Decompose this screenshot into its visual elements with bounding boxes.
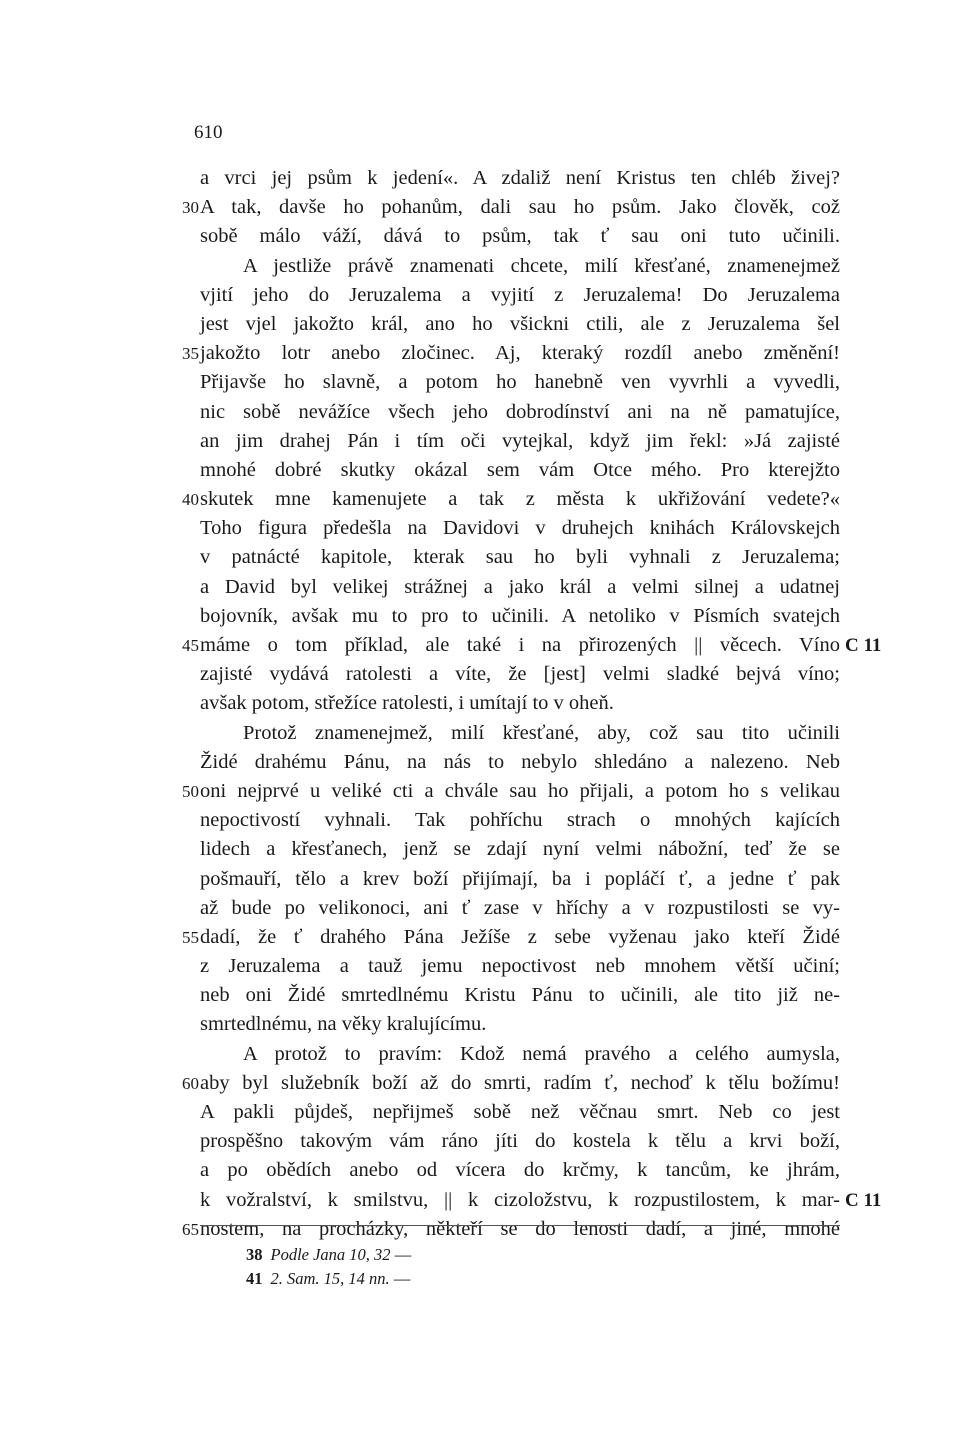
text-line	[0, 485, 960, 514]
line-text: A jestliže právě znamenati chcete, milí křesťané, znamenejmež	[243, 254, 840, 277]
line-text: a po obědích anebo od vícera do krčmy, k tancům, ke jhrám,	[200, 1159, 840, 1182]
text-line	[0, 1098, 960, 1127]
text-line	[0, 573, 960, 602]
line-text: až bude po velikonoci, ani ť zase v hříchy a v rozpustilosti se vy-	[200, 896, 840, 919]
line-text: a vrci jej psům k jedení«. A zdaliž není Kristus ten chléb živej?	[200, 167, 840, 189]
text-line	[0, 777, 960, 806]
text-line	[0, 1186, 960, 1215]
footnote-line-number: 41	[246, 1269, 263, 1288]
line-text: prospěšno takovým vám ráno jíti do kostela k tělu a krvi boží,	[200, 1130, 840, 1153]
text-line	[0, 427, 960, 456]
text-line	[0, 193, 960, 222]
text-line	[0, 981, 960, 1010]
line-text: A pakli půjdeš, nepřijmeš sobě než věčnau smrt. Neb co jest	[200, 1101, 840, 1123]
line-text: nostem, na procházky, někteří se do lenosti dadí, a jiné, mnohé	[200, 1217, 840, 1240]
line-text: Přijavše ho slavně, a potom ho hanebně ven vyvrhli a vyvedli,	[200, 371, 840, 394]
line-number: 40	[182, 490, 199, 510]
page-number: 610	[194, 122, 223, 143]
text-line	[0, 543, 960, 572]
text-line	[0, 252, 960, 281]
line-number: 60	[182, 1073, 199, 1093]
line-text: nic sobě nevážíce všech jeho dobrodínství ani na ně pamatujíce,	[200, 400, 840, 423]
line-text: k vožralství, k smilstvu, || k cizoložstvu, k rozpustilostem, k mar-	[200, 1188, 840, 1211]
footnote	[246, 1267, 411, 1291]
line-number: 30	[182, 198, 199, 218]
footnote	[246, 1243, 411, 1267]
line-text: A protož to pravím: Kdož nemá pravého a celého aumysla,	[243, 1042, 840, 1065]
line-number: 50	[182, 781, 199, 801]
text-line	[0, 339, 960, 368]
footnotes	[246, 1243, 411, 1291]
line-text: skutek mne kamenujete a tak z města k ukřižování vedete?«	[200, 488, 840, 511]
text-line	[0, 923, 960, 952]
text-line	[0, 1010, 960, 1039]
line-text: a David byl velikej strážnej a jako král a velmi silnej a udatnej	[200, 575, 840, 598]
text-line	[0, 514, 960, 543]
text-line	[0, 281, 960, 310]
margin-folio-mark: C 11	[845, 635, 882, 656]
line-text: smrtedlnému, na věky kralujícímu.	[200, 1013, 487, 1036]
line-text: jest vjel jakožto král, ano ho všickni ctili, ale z Jeruzalema šel	[200, 312, 840, 335]
text-line	[0, 719, 960, 748]
line-text: z Jeruzalema a tauž jemu nepoctivost neb mnohem větší učiní;	[200, 955, 840, 978]
line-number: 55	[182, 927, 199, 947]
line-text: Toho figura předešla na Davidovi v druhejch knihách Královskejch	[200, 517, 840, 540]
text-line	[0, 894, 960, 923]
footnote-dash: —	[394, 1245, 412, 1264]
text-line	[0, 660, 960, 689]
line-text: v patnácté kapitole, kterak sau ho byli vyhnali z Jeruzalema;	[200, 546, 840, 569]
text-line	[0, 1040, 960, 1069]
text-line	[0, 456, 960, 485]
line-text: mnohé dobré skutky okázal sem vám Otce mého. Pro kterejžto	[200, 458, 840, 481]
text-line	[0, 1215, 960, 1244]
footnote-reference: 2. Sam. 15, 14 nn.	[270, 1269, 390, 1288]
text-line	[0, 689, 960, 718]
line-text: neb oni Židé smrtedlnému Kristu Pánu to učinili, ale tito již ne-	[200, 984, 840, 1007]
text-line	[0, 952, 960, 981]
line-text: sobě málo váží, dává to psům, tak ť sau oni tuto učinili.	[200, 225, 840, 248]
line-text: pošmauří, tělo a krev boží přijímají, ba i popláčí ť, a jedne ť pak	[200, 867, 840, 890]
text-line	[0, 631, 960, 660]
text-line	[0, 865, 960, 894]
line-text: Židé drahému Pánu, na nás to nebylo shledáno a nalezeno. Neb	[200, 750, 840, 773]
line-text: lidech a křesťanech, jenž se zdají nyní velmi nábožní, teď že se	[200, 838, 840, 861]
text-line	[0, 398, 960, 427]
line-text: A tak, davše ho pohanům, dali sau ho psům. Jako člověk, což	[200, 196, 840, 219]
text-line	[0, 806, 960, 835]
line-text: vjití jeho do Jeruzalema a vyjití z Jeruzalema! Do Jeruzalema	[200, 283, 840, 306]
text-line	[0, 1127, 960, 1156]
text-line	[0, 748, 960, 777]
line-number: 65	[182, 1219, 199, 1239]
line-text: bojovník, avšak mu to pro to učinili. A netoliko v Písmích svatejch	[200, 604, 840, 627]
line-text: oni nejprvé u veliké cti a chvále sau ho přijali, a potom ho s velikau	[200, 779, 840, 802]
body-text	[0, 164, 960, 1244]
text-line	[0, 1156, 960, 1185]
text-line	[0, 1069, 960, 1098]
line-number: 45	[182, 636, 199, 655]
text-line	[0, 368, 960, 397]
text-line	[0, 310, 960, 339]
text-line	[0, 222, 960, 251]
footnote-line-number: 38	[246, 1245, 263, 1264]
text-line	[0, 835, 960, 864]
text-line	[0, 164, 960, 193]
line-text: avšak potom, střežíce ratolesti, i umítají to v oheň.	[200, 692, 614, 715]
line-text: nepoctivostí vyhnali. Tak pohříchu strach o mnohých kajících	[200, 809, 840, 832]
line-text: máme o tom příklad, ale také i na přirozených || věcech. Víno	[200, 634, 840, 656]
footnote-dash: —	[393, 1269, 411, 1288]
line-text: dadí, že ť drahého Pána Ježíše z sebe vyženau jako kteří Židé	[200, 925, 840, 948]
footnote-reference: Podle Jana 10, 32	[270, 1245, 391, 1264]
line-text: Protož znamenejmež, milí křesťané, aby, což sau tito učinili	[243, 721, 840, 744]
line-text: an jim drahej Pán i tím oči vytejkal, když jim řekl: »Já zajisté	[200, 429, 840, 452]
margin-folio-mark: C 11	[845, 1189, 882, 1211]
text-line	[0, 602, 960, 631]
line-text: aby byl služebník boží až do smrti, radím ť, nechoď k tělu božímu!	[200, 1071, 840, 1094]
line-text: zajisté vydává ratolesti a víte, že [jest] velmi sladké bejvá víno;	[200, 663, 840, 686]
line-text: jakožto lotr anebo zločinec. Aj, kteraký rozdíl anebo změnění!	[200, 342, 840, 365]
line-number: 35	[182, 344, 199, 364]
footnote-divider	[200, 1225, 840, 1226]
